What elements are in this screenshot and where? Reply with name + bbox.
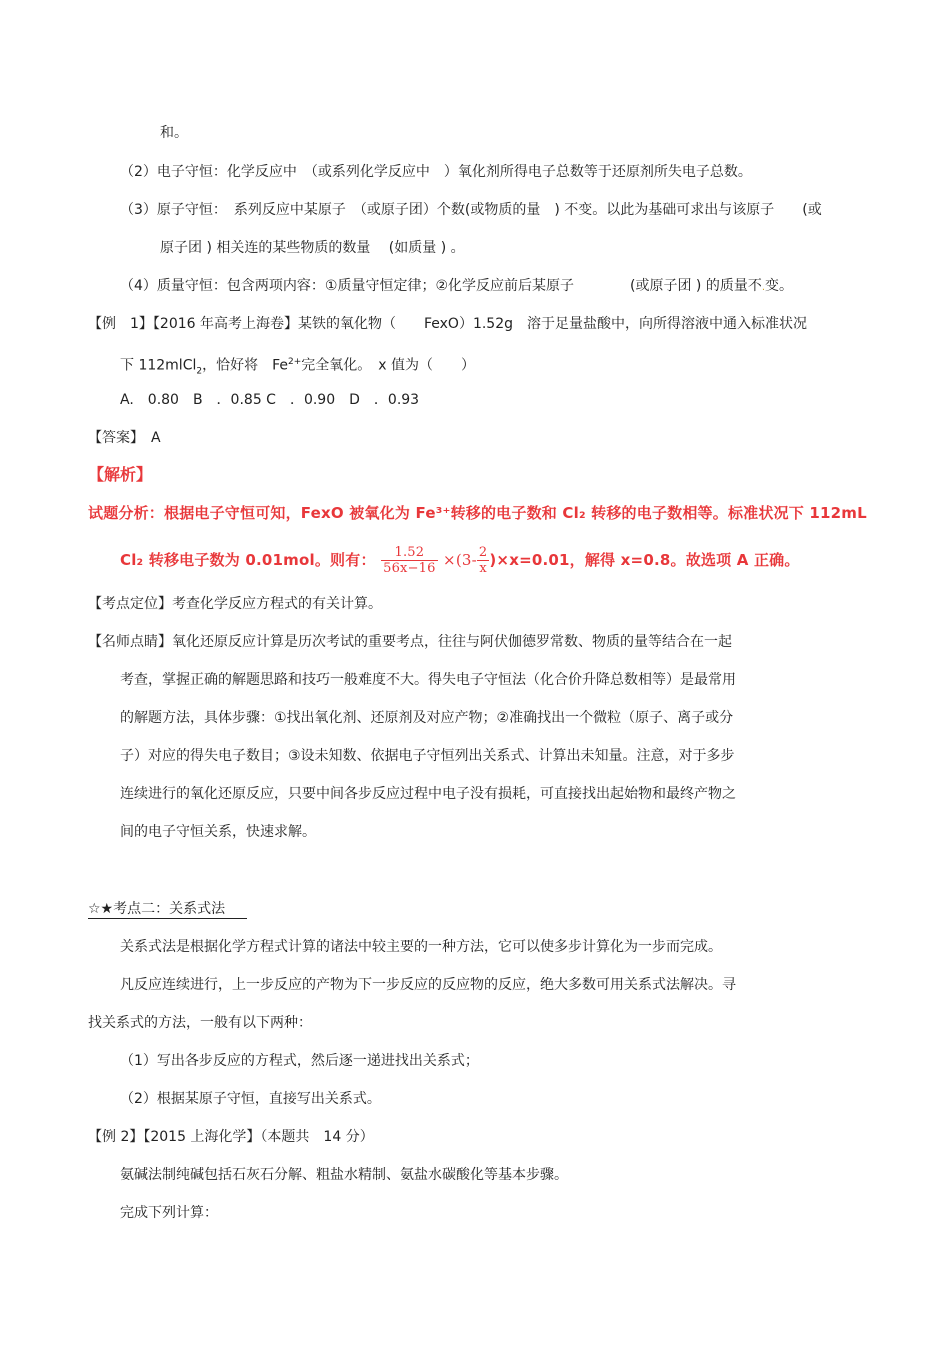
text-line: 原子团 ) 相关连的某些物质的数量 (如质量 ) 。 xyxy=(160,240,465,256)
teacher-note-line: 间的电子守恒关系，快速求解。 xyxy=(120,824,316,840)
text-span: （4）质量守恒：包含两项内容：①质量守恒定律；②化学反应前后某原子 (或原子团 ) 的质量不 xyxy=(120,278,762,294)
teacher-note-line: 连续进行的氧化还原反应，只要中间各步反应过程中电子没有损耗，可直接找出起始物和最终产物之 xyxy=(120,786,736,802)
teacher-note-line: 【名师点睛】氧化还原反应计算是历次考试的重要考点，往往与阿伏伽德罗常数、物质的量等结合在一起 xyxy=(88,634,732,650)
denominator: x xyxy=(479,561,487,576)
example-1-title: 【例 1】【2016 年高考上海卷】某铁的氧化物（ FexO）1.52g 溶于足量盐酸中，向所得溶液中通入标准状况 xyxy=(88,316,808,332)
text-span: Cl₂ 转移电子数为 0.01mol。则有： xyxy=(120,551,376,569)
example-2-title: 【例 2】【2015 上海化学】（本题共 14 分） xyxy=(88,1129,374,1145)
analysis-text: 试题分析：根据电子守恒可知，FexO 被氧化为 Fe³⁺转移的电子数和 Cl₂ 转移的电子数相等。标准状况下 112mL xyxy=(88,504,867,522)
example-1-options: A. 0.80 B ．0.85 C ．0.90 D ．0.93 xyxy=(120,392,420,408)
analysis-heading: 【解析】 xyxy=(88,465,153,484)
text-span: ×(3- xyxy=(443,551,477,569)
answer-line: 【答案】 A xyxy=(88,430,161,446)
text-span: 变。 xyxy=(765,278,794,294)
paragraph-line: （2）根据某原子守恒，直接写出关系式。 xyxy=(120,1091,381,1107)
section-heading xyxy=(88,899,247,919)
superscript: 2+ xyxy=(288,357,302,367)
key-point-line: 【考点定位】考查化学反应方程式的有关计算。 xyxy=(88,596,382,612)
analysis-equation xyxy=(120,545,800,576)
paragraph-line: 关系式法是根据化学方程式计算的诸法中较主要的一种方法，它可以使多步计算化为一步而完成。 xyxy=(120,939,722,955)
text-span: ，恰好将 Fe xyxy=(202,357,289,374)
teacher-note-line: 的解题方法，具体步骤：①找出氧化剂、还原剂及对应产物；②准确找出一个微粒（原子、离子或分 xyxy=(120,710,734,726)
text-span: 下 112mlCl xyxy=(120,357,197,374)
paragraph-line: 氨碱法制纯碱包括石灰石分解、粗盐水精制、氨盐水碳酸化等基本步骤。 xyxy=(120,1167,568,1183)
numerator: 1.52 xyxy=(381,545,438,561)
text-line: （4）质量守恒：包含两项内容：①质量守恒定律；②化学反应前后某原子 (或原子团 ) 的质量不.变。 xyxy=(120,278,794,294)
text-span: )×x=0.01，解得 x=0.8。故选项 A 正确。 xyxy=(489,551,800,569)
numerator: 2 xyxy=(478,545,488,560)
teacher-note-line: 考查，掌握正确的解题思路和技巧一般难度不大。得失电子守恒法（化合价升降总数相等）是最常用 xyxy=(120,672,736,688)
text-span: 完全氧化。 x 值为（ ） xyxy=(301,357,476,374)
paragraph-line: 凡反应连续进行，上一步反应的产物为下一步反应的反应物的反应，绝大多数可用关系式法解决。寻 xyxy=(120,977,736,993)
teacher-note-line: 子）对应的得失电子数目；③设未知数、依据电子守恒列出关系式、计算出未知量。注意，对于多步 xyxy=(120,748,735,764)
fraction xyxy=(477,545,489,576)
text-line: （2）电子守恒：化学反应中 （或系列化学反应中 ）氧化剂所得电子总数等于还原剂所失电子总数。 xyxy=(120,164,752,180)
paragraph-line: （1）写出各步反应的方程式，然后逐一递进找出关系式； xyxy=(120,1053,479,1069)
text-line: 和。 xyxy=(160,125,188,141)
subscript: 2 xyxy=(196,366,203,377)
text-line: （3）原子守恒： 系列反应中某原子 （或原子团）个数(或物质的量 ) 不变。以此为基础可求出与该原子 (或 xyxy=(120,202,822,218)
paragraph-line: 完成下列计算： xyxy=(120,1205,218,1221)
fraction xyxy=(381,545,438,576)
denominator: 56x−16 xyxy=(383,561,436,576)
paragraph-line: 找关系式的方法，一般有以下两种： xyxy=(88,1015,312,1031)
example-1-question xyxy=(120,352,475,381)
section-heading-text: ☆★考点二：关系式法 xyxy=(88,901,247,919)
